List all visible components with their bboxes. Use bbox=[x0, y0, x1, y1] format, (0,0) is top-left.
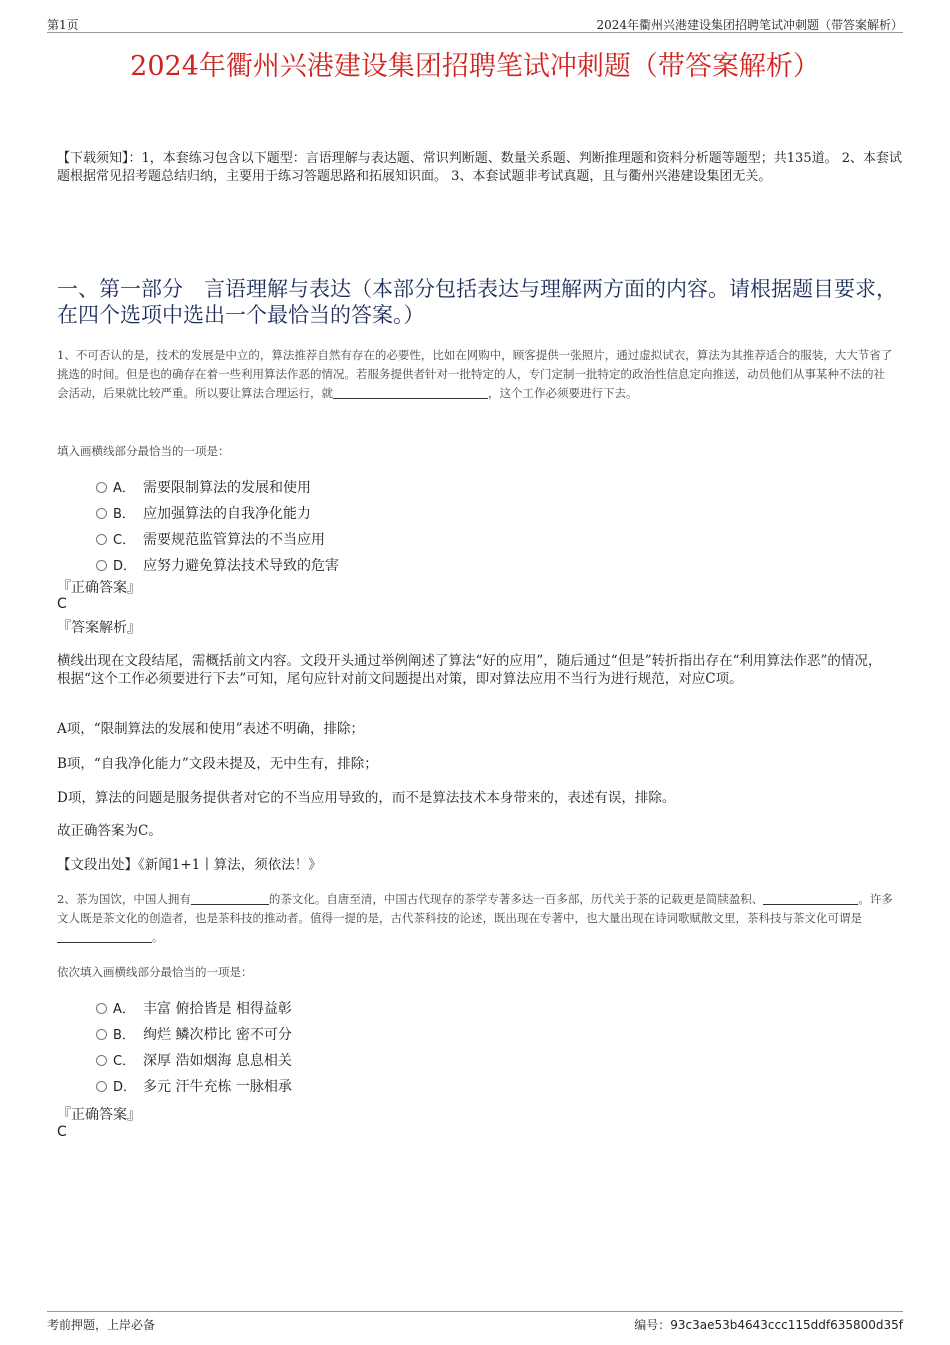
page-header bbox=[47, 14, 903, 33]
answer-blank bbox=[57, 930, 152, 943]
question-2-prompt: 依次填入画横线部分最恰当的一项是： bbox=[57, 965, 253, 979]
page-number: 第1页 bbox=[47, 18, 79, 32]
q2-option-a[interactable]: A． 丰富 俯拾皆是 相得益彰 bbox=[96, 998, 292, 1018]
q1-analysis-para: 横线出现在文段结尾，需概括前文内容。文段开头通过举例阐述了算法“好的应用”，随后通过“但是”转折指出存在“利用算法作恶”的情况，根据“这个工作必须要进行下去”可知，尾句应针对前文问题提出对策，即对算法应用不当行为进行规范，对应C项。 bbox=[57, 653, 882, 687]
q2-option-c[interactable]: C． 深厚 浩如烟海 息息相关 bbox=[96, 1050, 292, 1070]
q1-source: 【文段出处】《新闻1+1丨算法，须依法！》 bbox=[57, 857, 322, 873]
q1-analysis-conclusion: 故正确答案为C。 bbox=[57, 823, 162, 839]
footer-slogan: 考前押题，上岸必备 bbox=[47, 1318, 156, 1332]
question-2-text: 2、茶为国饮，中国人拥有 的茶文化。自唐至清，中国古代现存的茶学专著多达一百多部，历代关于茶的记载更是简牍盈积、 。许多文人既是茶文化的创造者，也是茶科技的推动者。值得一提的是，古代茶科技的论述，既出现在专著中，也大量出现在诗词歌赋散文里，茶科技与茶文化可谓是。 bbox=[57, 892, 893, 944]
answer-blank bbox=[191, 892, 269, 905]
q1-option-c[interactable]: C． 需要规范监管算法的不当应用 bbox=[96, 529, 325, 549]
footer-doc-id: 编号：93c3ae53b4643ccc115ddf635800d35f bbox=[634, 1318, 903, 1332]
radio-icon[interactable] bbox=[96, 1081, 107, 1092]
page-footer bbox=[47, 1311, 903, 1330]
q1-option-d[interactable]: D． 应努力避免算法技术导致的危害 bbox=[96, 555, 339, 575]
q2-option-b[interactable]: B． 绚烂 鳞次栉比 密不可分 bbox=[96, 1024, 292, 1044]
q2-answer: C bbox=[57, 1124, 67, 1140]
q2-answer-label: 『正确答案』 bbox=[57, 1107, 141, 1123]
download-notice: 【下载须知】：1，本套练习包含以下题型：言语理解与表达题、常识判断题、数量关系题、判断推理题和资料分析题等题型；共135道。 2、本套试题根据常见招考题总结归纳，主要用于练习答题思路和拓展知识面。 3、本套试题非考试真题，且与衢州兴港建设集团无关。 bbox=[57, 151, 902, 184]
radio-icon[interactable] bbox=[96, 560, 107, 571]
header-doc-title: 2024年衢州兴港建设集团招聘笔试冲刺题（带答案解析） bbox=[596, 18, 903, 32]
radio-icon[interactable] bbox=[96, 482, 107, 493]
question-1-prompt: 填入画横线部分最恰当的一项是： bbox=[57, 444, 230, 458]
document-title: 2024年衢州兴港建设集团招聘笔试冲刺题（带答案解析） bbox=[130, 51, 820, 82]
section-title: 一、第一部分 言语理解与表达（本部分包括表达与理解两方面的内容。请根据题目要求，在四个选项中选出一个最恰当的答案。） bbox=[57, 277, 897, 327]
q1-analysis-b: B项，“自我净化能力”文段未提及，无中生有，排除； bbox=[57, 756, 378, 772]
q1-option-a[interactable]: A． 需要限制算法的发展和使用 bbox=[96, 477, 311, 497]
q1-answer-label: 『正确答案』 bbox=[57, 580, 141, 596]
q1-option-b[interactable]: B． 应加强算法的自我净化能力 bbox=[96, 503, 311, 523]
radio-icon[interactable] bbox=[96, 1029, 107, 1040]
q1-answer: C bbox=[57, 596, 67, 612]
answer-blank bbox=[333, 386, 488, 399]
answer-blank bbox=[763, 892, 858, 905]
q1-analysis-a: A项，“限制算法的发展和使用”表述不明确，排除； bbox=[57, 721, 365, 737]
q1-analysis-label: 『答案解析』 bbox=[57, 620, 141, 636]
radio-icon[interactable] bbox=[96, 1003, 107, 1014]
q1-analysis-d: D项，算法的问题是服务提供者对它的不当应用导致的，而不是算法技术本身带来的，表述有误，排除。 bbox=[57, 790, 676, 806]
q2-option-d[interactable]: D． 多元 汗牛充栋 一脉相承 bbox=[96, 1076, 292, 1096]
question-1-text: 1、不可否认的是，技术的发展是中立的，算法推荐自然有存在的必要性，比如在网购中，顾客提供一张照片，通过虚拟试衣，算法为其推荐适合的服装，大大节省了挑选的时间。但是也的确存在着一些利用算法作恶的情况。若服务提供者针对一批特定的人，专门定制一批特定的政治性信息定向推送，动员他们从事某种不法的社会活动，后果就比较严重。所以要让算法合理运行，就 ，这个工作必须要进行下去。 bbox=[57, 348, 893, 400]
radio-icon[interactable] bbox=[96, 508, 107, 519]
radio-icon[interactable] bbox=[96, 1055, 107, 1066]
radio-icon[interactable] bbox=[96, 534, 107, 545]
